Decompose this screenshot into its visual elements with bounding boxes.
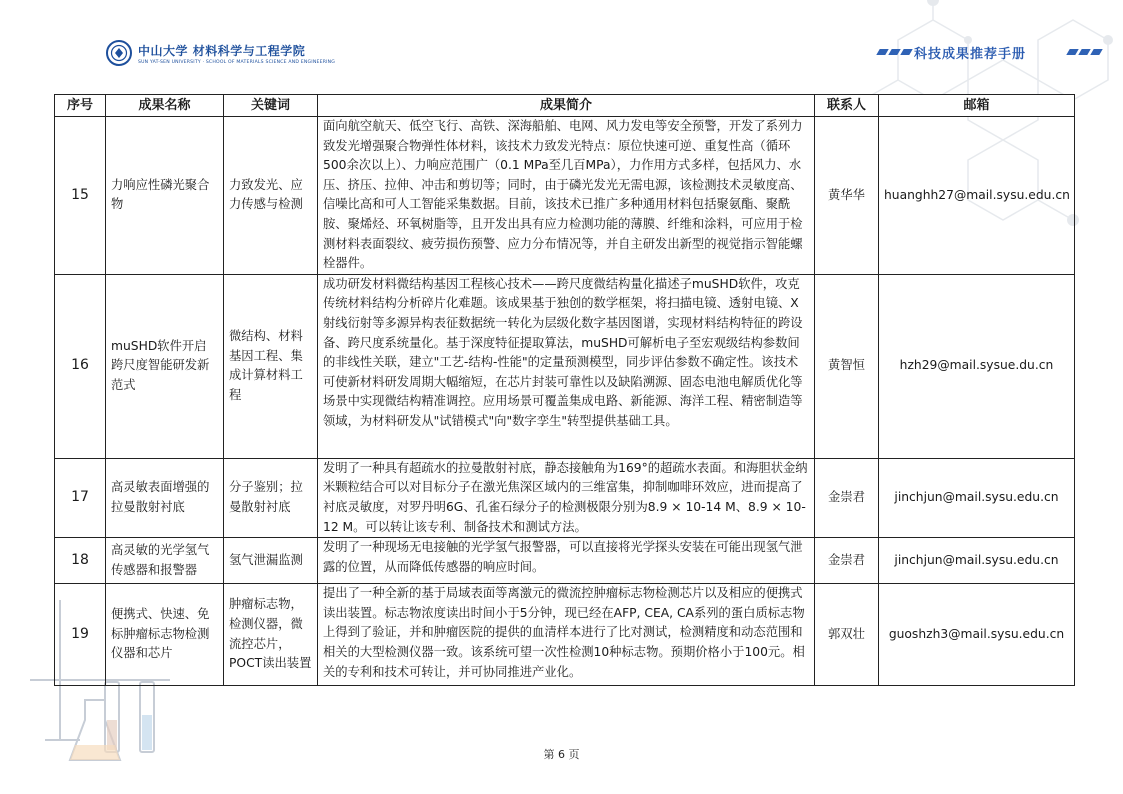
title-stripes-right (1068, 49, 1101, 55)
table-row (55, 458, 1075, 537)
row-name: 高灵敏表面增强的拉曼散射衬底 (106, 458, 224, 537)
school-logo (106, 40, 335, 66)
row-keywords: 微结构、材料基因工程、集成计算材料工程 (224, 274, 318, 458)
row-name: 便携式、快速、免标肿瘤标志物检测仪器和芯片 (106, 584, 224, 686)
row-summary: 发明了一种现场无电接触的光学氢气报警器，可以直接将光学探头安装在可能出现氢气泄露的位置，从而降低传感器的响应时间。 (318, 538, 815, 584)
col-header-summary: 成果简介 (318, 95, 815, 117)
row-email[interactable]: guoshzh3@mail.sysu.edu.cn (879, 584, 1075, 686)
row-num: 15 (55, 117, 106, 275)
achievements-table-wrap (54, 94, 1074, 686)
row-email[interactable]: hzh29@mail.sysue.du.cn (879, 274, 1075, 458)
row-email[interactable]: jinchjun@mail.sysu.edu.cn (879, 538, 1075, 584)
row-num: 17 (55, 458, 106, 537)
table-row (55, 538, 1075, 584)
row-num: 18 (55, 538, 106, 584)
row-contact: 郭双壮 (815, 584, 879, 686)
row-keywords: 氢气泄漏监测 (224, 538, 318, 584)
title-stripes-left (878, 49, 911, 55)
row-name: muSHD软件开启跨尺度智能研发新范式 (106, 274, 224, 458)
row-num: 19 (55, 584, 106, 686)
page-number: 第 6 页 (543, 748, 580, 761)
university-seal-icon (106, 40, 132, 66)
row-contact: 金崇君 (815, 458, 879, 537)
table-header-row (55, 95, 1075, 117)
row-summary: 面向航空航天、低空飞行、高铁、深海船舶、电网、风力发电等安全预警，开发了系列力致发光增强聚合物弹性体材料，该技术力致发光特点：原位快速可逆、重复性高（循环500余次以上）、力响应范围广（0.1 MPa至几百MPa），力作用方式多样，包括风力、水压、挤压、拉伸、冲击和剪切等；同时，由于磷光发光无需电源，该检测技术灵敏度高、信噪比高和可人工智能采集数据。目前，该技术已推广多种通用材料包括聚氨酯、聚酰胺、聚烯烃、环氧树脂等，且开发出具有应力检测功能的薄膜、纤维和涂料，可应用于检测材料表面裂纹、疲劳损伤预警、应力分布情况等，并自主研发出新型的视觉指示智能螺栓器件。 (318, 117, 815, 275)
row-summary: 成功研发材料微结构基因工程核心技术——跨尺度微结构量化描述子muSHD软件，攻克传统材料结构分析碎片化难题。该成果基于独创的数学框架，将扫描电镜、透射电镜、X射线衍射等多源异构表征数据统一转化为层级化数字基因图谱，实现材料结构特征的跨设备、跨尺度系统量化。基于深度特征提取算法，muSHD可解析电子至宏观级结构参数间的非线性关联，建立"工艺-结构-性能"的定量预测模型，同步评估参数不确定性。该技术可使新材料研发周期大幅缩短，在芯片封装可靠性以及缺陷溯源、固态电池电解质优化等场景中实现微结构精准调控。应用场景可覆盖集成电路、新能源、海洋工程、精密制造等领域，为材料研发从"试错模式"向"数字孪生"转型提供基础工具。 (318, 274, 815, 458)
col-header-email: 邮箱 (879, 95, 1075, 117)
row-email[interactable]: huanghh27@mail.sysu.edu.cn (879, 117, 1075, 275)
row-keywords: 肿瘤标志物，检测仪器，微流控芯片，POCT读出装置 (224, 584, 318, 686)
col-header-keywords: 关键词 (224, 95, 318, 117)
table-row (55, 117, 1075, 275)
school-name-en: SUN YAT-SEN UNIVERSITY · SCHOOL OF MATERIALS SCIENCE AND ENGINEERING (138, 59, 336, 65)
handbook-title: 科技成果推荐手册 (914, 47, 1027, 62)
row-contact: 金崇君 (815, 538, 879, 584)
col-header-contact: 联系人 (815, 95, 879, 117)
row-name: 力响应性磷光聚合物 (106, 117, 224, 275)
row-summary: 发明了一种具有超疏水的拉曼散射衬底，静态接触角为169°的超疏水表面。和海胆状金纳米颗粒结合可以对目标分子在激光焦深区域内的三维富集，抑制咖啡环效应，进而提高了衬底灵敏度，对罗丹明6G、孔雀石绿分子的检测极限分别为8.9 × 10-14 M、8.9 × 10-12 M。可以转让该专利、制备技术和测试方法。 (318, 458, 815, 537)
row-keywords: 力致发光、应力传感与检测 (224, 117, 318, 275)
row-summary: 提出了一种全新的基于局域表面等离激元的微流控肿瘤标志物检测芯片以及相应的便携式读出装置。标志物浓度读出时间小于5分钟，现已经在AFP, CEA, CA系列的蛋白质标志物上得到了验证，并和肿瘤医院的提供的血清样本进行了比对测试，检测精度和动态范围和相关的大型检测仪器一致。该系统可望一次性检测10种标志物。预期价格小于100元。相关的专利和技术可转让，并可协同推进产业化。 (318, 584, 815, 686)
row-keywords: 分子鉴别；拉曼散射衬底 (224, 458, 318, 537)
row-contact: 黄华华 (815, 117, 879, 275)
col-header-name: 成果名称 (106, 95, 224, 117)
table-row (55, 584, 1075, 686)
school-name: 中山大学 材料科学与工程学院 (138, 43, 306, 58)
row-contact: 黄智恒 (815, 274, 879, 458)
page-header (0, 0, 1123, 92)
achievements-table (54, 94, 1075, 686)
row-email[interactable]: jinchjun@mail.sysu.edu.cn (879, 458, 1075, 537)
table-row (55, 274, 1075, 458)
row-name: 高灵敏的光学氢气传感器和报警器 (106, 538, 224, 584)
row-num: 16 (55, 274, 106, 458)
col-header-num: 序号 (55, 95, 106, 117)
